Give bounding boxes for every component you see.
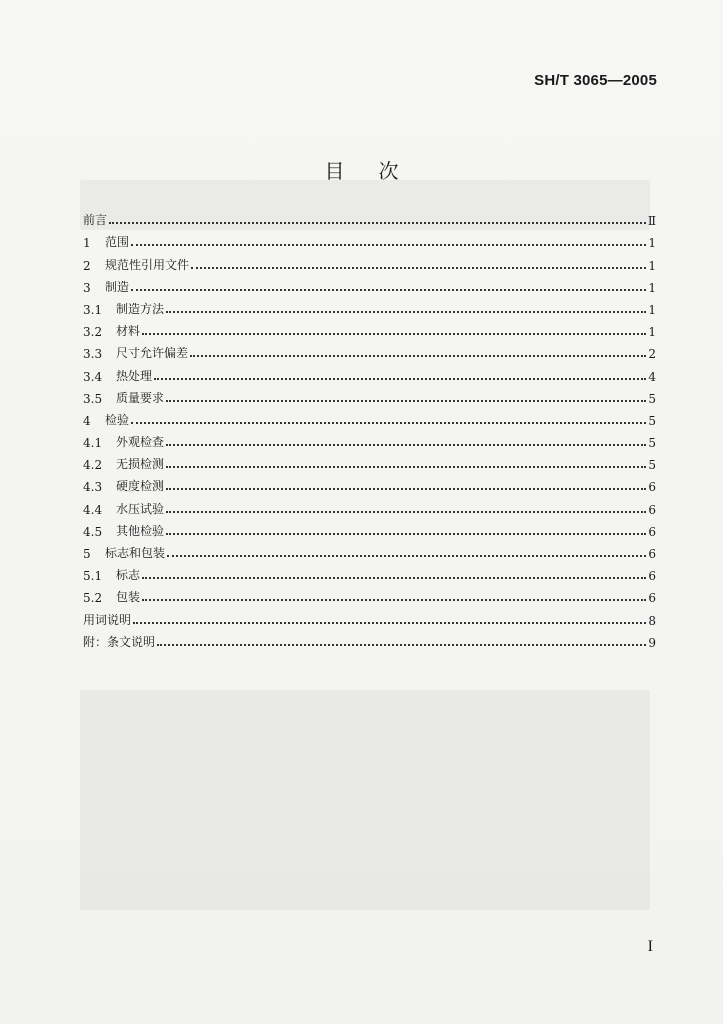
toc-entry-page: 4 xyxy=(648,369,656,384)
toc-entry-label: 规范性引用文件 xyxy=(105,257,190,272)
toc-entry-number: 5.2 xyxy=(83,591,103,606)
toc-entry-page: 1 xyxy=(648,302,656,317)
toc-dot-leader xyxy=(166,533,646,535)
toc-entry-number: 4.5 xyxy=(83,524,103,539)
toc-entry-page: 1 xyxy=(648,258,656,273)
toc-entry[interactable] xyxy=(83,428,656,450)
toc-entry-page: 1 xyxy=(648,325,656,340)
toc-entry[interactable] xyxy=(83,384,656,406)
toc-entry-number: 4.3 xyxy=(83,480,103,495)
toc-entry[interactable] xyxy=(83,317,656,339)
toc-entry-page: 1 xyxy=(648,236,656,251)
toc-dot-leader xyxy=(190,355,646,357)
toc-dot-leader xyxy=(142,333,646,335)
toc-entry-label: 用词说明 xyxy=(83,612,132,627)
toc-entry-label: 硬度检测 xyxy=(116,479,165,494)
toc-entry-number: 3 xyxy=(83,280,91,295)
toc-entry[interactable] xyxy=(83,250,656,272)
toc-entry[interactable] xyxy=(83,605,656,627)
toc-entry-label: 标志和包装 xyxy=(105,546,166,560)
toc-dot-leader xyxy=(166,444,646,446)
toc-entry[interactable] xyxy=(83,273,656,295)
toc-dot-leader xyxy=(154,378,646,380)
toc-dot-leader xyxy=(131,422,646,424)
toc-entry-label: 制造方法 xyxy=(116,301,165,316)
toc-entry-page: 6 xyxy=(648,502,656,517)
toc-entry[interactable] xyxy=(83,361,656,383)
toc-entry-label: 材料 xyxy=(116,324,141,339)
toc-entry-label: 标志 xyxy=(116,568,141,583)
toc-entry-page: 6 xyxy=(648,591,656,606)
toc-dot-leader xyxy=(131,289,646,291)
toc-entry[interactable] xyxy=(83,228,656,250)
toc-entry-page: 6 xyxy=(648,547,656,561)
toc-entry-number: 3.3 xyxy=(83,347,103,362)
toc-entry-page: 6 xyxy=(648,569,656,584)
table-of-contents xyxy=(83,206,656,650)
toc-entry-label: 外观检查 xyxy=(116,435,165,450)
toc-entry-page: 5 xyxy=(648,413,656,428)
toc-entry-page: 2 xyxy=(648,347,656,362)
page-title: 目次 xyxy=(324,159,433,183)
toc-entry[interactable] xyxy=(83,583,656,605)
toc-dot-leader xyxy=(131,244,646,246)
toc-entry-number: 4.2 xyxy=(83,458,103,473)
toc-entry-page: 5 xyxy=(648,391,656,406)
toc-dot-leader xyxy=(133,622,646,624)
toc-entry-page: Ⅱ xyxy=(647,214,656,229)
toc-entry-label: 无损检测 xyxy=(116,457,165,472)
toc-dot-leader xyxy=(166,488,646,490)
toc-entry-label: 水压试验 xyxy=(116,501,165,516)
toc-dot-leader xyxy=(142,599,646,601)
toc-entry[interactable] xyxy=(83,628,656,650)
toc-entry[interactable] xyxy=(83,494,656,516)
toc-entry-number: 3.4 xyxy=(83,369,103,384)
standard-code: SH/T 3065—2005 xyxy=(534,72,657,89)
toc-dot-leader xyxy=(166,400,646,402)
toc-entry-label: 质量要求 xyxy=(116,390,165,405)
toc-dot-leader xyxy=(109,222,646,224)
toc-entry-label: 检验 xyxy=(105,412,130,427)
toc-entry[interactable] xyxy=(83,206,656,228)
toc-entry-label: 前言 xyxy=(83,213,108,228)
toc-entry[interactable] xyxy=(83,295,656,317)
toc-entry-number: 2 xyxy=(83,258,91,273)
toc-entry[interactable] xyxy=(83,517,656,539)
toc-entry[interactable] xyxy=(83,450,656,472)
toc-entry[interactable] xyxy=(83,472,656,494)
toc-entry[interactable] xyxy=(83,339,656,361)
toc-entry-label: 范围 xyxy=(105,235,130,250)
toc-entry-page: 8 xyxy=(648,613,656,628)
toc-entry-number: 5 xyxy=(83,547,91,561)
toc-entry-label: 尺寸允许偏差 xyxy=(116,346,189,361)
toc-entry-number: 4.1 xyxy=(83,436,103,451)
toc-entry-page: 1 xyxy=(648,280,656,295)
page-number: I xyxy=(647,938,653,955)
toc-entry[interactable] xyxy=(83,406,656,428)
toc-entry[interactable] xyxy=(83,561,656,583)
toc-entry-page: 9 xyxy=(648,635,656,650)
toc-entry-number: 4 xyxy=(83,413,91,428)
toc-dot-leader xyxy=(166,511,646,513)
toc-entry-page: 5 xyxy=(648,458,656,473)
bleed-through-shade xyxy=(80,690,650,910)
toc-entry[interactable] xyxy=(83,539,656,561)
toc-entry-number: 3.1 xyxy=(83,302,103,317)
toc-entry-number: 4.4 xyxy=(83,502,103,517)
toc-entry-number: 3.2 xyxy=(83,325,103,340)
toc-entry-page: 6 xyxy=(648,524,656,539)
toc-entry-label: 包装 xyxy=(116,590,141,605)
toc-entry-number: 1 xyxy=(83,236,91,251)
toc-dot-leader xyxy=(166,311,646,313)
toc-entry-number: 5.1 xyxy=(83,569,103,584)
toc-entry-number: 3.5 xyxy=(83,391,103,406)
toc-entry-label: 其他检验 xyxy=(116,523,165,538)
toc-entry-label: 热处理 xyxy=(116,368,153,383)
toc-entry-label: 制造 xyxy=(105,279,130,294)
toc-dot-leader xyxy=(157,644,646,646)
toc-entry-page: 6 xyxy=(648,480,656,495)
toc-entry-page: 5 xyxy=(648,436,656,451)
toc-dot-leader xyxy=(166,466,646,468)
toc-dot-leader xyxy=(142,577,646,579)
toc-dot-leader xyxy=(191,267,646,269)
toc-dot-leader xyxy=(167,555,646,557)
toc-entry-label: 附：条文说明 xyxy=(83,634,156,649)
